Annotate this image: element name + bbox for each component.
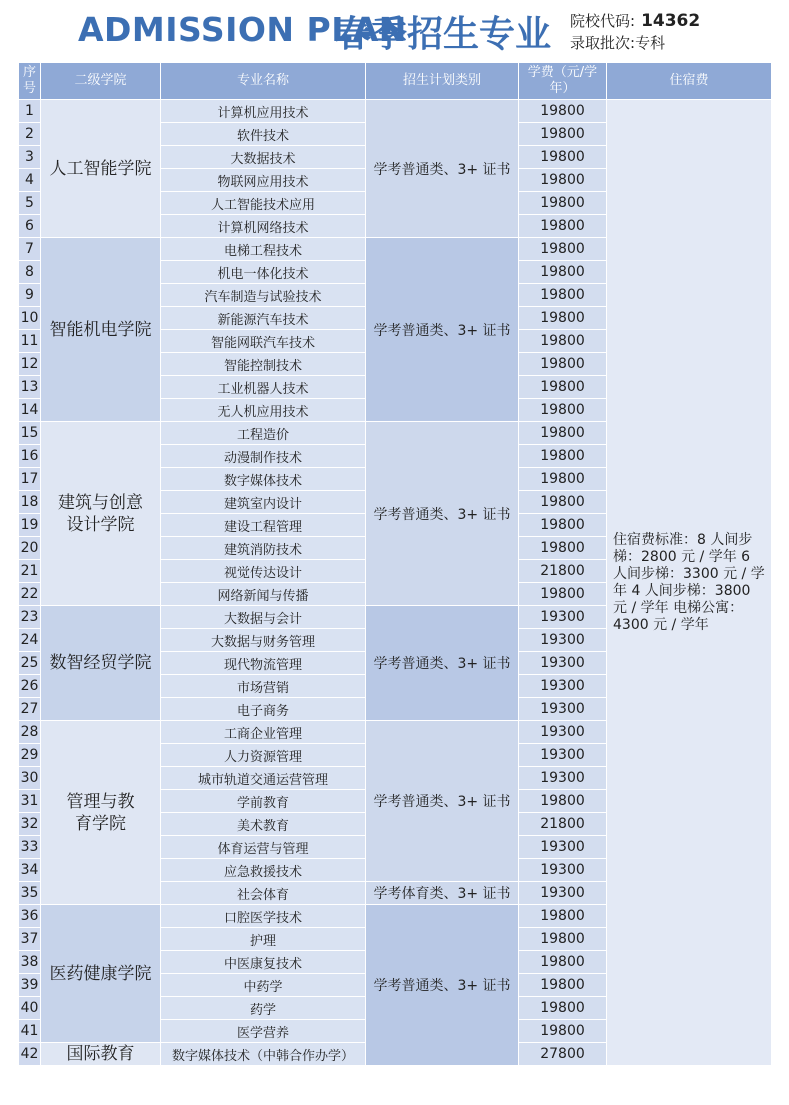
batch-value: 专科: [635, 34, 666, 52]
tuition-fee: 19800: [519, 261, 607, 284]
header-seq: 序号: [19, 63, 41, 100]
tuition-fee: 19800: [519, 192, 607, 215]
row-number: 9: [19, 284, 41, 307]
row-number: 24: [19, 629, 41, 652]
tuition-fee: 21800: [519, 560, 607, 583]
college-mechatronics: 智能机电学院: [41, 238, 161, 422]
major-name: 软件技术: [161, 123, 366, 146]
major-name: 智能网联汽车技术: [161, 330, 366, 353]
plan-type-medical: 学考普通类、3+ 证书: [366, 905, 519, 1066]
batch-row: [570, 32, 700, 54]
major-name: 应急救援技术: [161, 859, 366, 882]
tuition-fee: 19800: [519, 997, 607, 1020]
row-number: 36: [19, 905, 41, 928]
tuition-fee: 19800: [519, 399, 607, 422]
tuition-fee: 19300: [519, 675, 607, 698]
major-name: 智能控制技术: [161, 353, 366, 376]
row-number: 3: [19, 146, 41, 169]
major-name: 人工智能技术应用: [161, 192, 366, 215]
tuition-fee: 19800: [519, 100, 607, 123]
row-number: 42: [19, 1043, 41, 1066]
major-name: 动漫制作技术: [161, 445, 366, 468]
major-name: 体育运营与管理: [161, 836, 366, 859]
header-major: 专业名称: [161, 63, 366, 100]
plan-type-mechatronics: 学考普通类、3+ 证书: [366, 238, 519, 422]
major-name: 网络新闻与传播: [161, 583, 366, 606]
row-number: 19: [19, 514, 41, 537]
tuition-fee: 19800: [519, 468, 607, 491]
major-name: 社会体育: [161, 882, 366, 905]
college-international: 国际教育: [41, 1043, 161, 1066]
major-name: 建筑消防技术: [161, 537, 366, 560]
row-number: 41: [19, 1020, 41, 1043]
header-tuition: 学费（元/学年）: [519, 63, 607, 100]
header-college: 二级学院: [41, 63, 161, 100]
admission-table: [18, 62, 772, 1066]
row-number: 32: [19, 813, 41, 836]
row-number: 16: [19, 445, 41, 468]
major-name: 计算机网络技术: [161, 215, 366, 238]
school-meta: [570, 10, 700, 54]
tuition-fee: 19800: [519, 215, 607, 238]
major-name: 建筑室内设计: [161, 491, 366, 514]
major-name: 学前教育: [161, 790, 366, 813]
major-name: 中药学: [161, 974, 366, 997]
table-row: [19, 100, 772, 123]
tuition-fee: 19800: [519, 238, 607, 261]
tuition-fee: 19300: [519, 606, 607, 629]
tuition-fee: 19300: [519, 836, 607, 859]
table-header-row: [19, 63, 772, 100]
college-management-education: 管理与教育学院: [41, 721, 161, 905]
tuition-fee: 19800: [519, 1020, 607, 1043]
tuition-fee: 19300: [519, 652, 607, 675]
plan-type-management: 学考普通类、3+ 证书: [366, 721, 519, 882]
major-name: 无人机应用技术: [161, 399, 366, 422]
major-name: 电梯工程技术: [161, 238, 366, 261]
row-number: 39: [19, 974, 41, 997]
tuition-fee: 19300: [519, 859, 607, 882]
college-economics: 数智经贸学院: [41, 606, 161, 721]
tuition-fee: 19300: [519, 721, 607, 744]
tuition-fee: 21800: [519, 813, 607, 836]
row-number: 33: [19, 836, 41, 859]
row-number: 21: [19, 560, 41, 583]
major-name: 汽车制造与试验技术: [161, 284, 366, 307]
row-number: 28: [19, 721, 41, 744]
major-name: 建设工程管理: [161, 514, 366, 537]
plan-type-sports: 学考体育类、3+ 证书: [366, 882, 519, 905]
major-name: 大数据与财务管理: [161, 629, 366, 652]
college-architecture: 建筑与创意设计学院: [41, 422, 161, 606]
school-code-row: [570, 10, 700, 32]
tuition-fee: 27800: [519, 1043, 607, 1066]
row-number: 1: [19, 100, 41, 123]
major-name: 人力资源管理: [161, 744, 366, 767]
row-number: 14: [19, 399, 41, 422]
tuition-fee: 19800: [519, 514, 607, 537]
row-number: 29: [19, 744, 41, 767]
row-number: 8: [19, 261, 41, 284]
major-name: 新能源汽车技术: [161, 307, 366, 330]
row-number: 27: [19, 698, 41, 721]
header-plan-type: 招生计划类别: [366, 63, 519, 100]
major-name: 数字媒体技术: [161, 468, 366, 491]
major-name: 机电一体化技术: [161, 261, 366, 284]
row-number: 35: [19, 882, 41, 905]
row-number: 18: [19, 491, 41, 514]
school-code-label: 院校代码:: [570, 12, 636, 30]
major-name: 工商企业管理: [161, 721, 366, 744]
major-name: 数字媒体技术（中韩合作办学）: [161, 1043, 366, 1066]
tuition-fee: 19800: [519, 353, 607, 376]
major-name: 口腔医学技术: [161, 905, 366, 928]
page-header: [0, 0, 789, 62]
row-number: 11: [19, 330, 41, 353]
row-number: 20: [19, 537, 41, 560]
tuition-fee: 19800: [519, 123, 607, 146]
major-name: 计算机应用技术: [161, 100, 366, 123]
tuition-fee: 19800: [519, 169, 607, 192]
school-code: 14362: [641, 11, 701, 31]
college-ai: 人工智能学院: [41, 100, 161, 238]
tuition-fee: 19800: [519, 537, 607, 560]
row-number: 6: [19, 215, 41, 238]
row-number: 40: [19, 997, 41, 1020]
tuition-fee: 19800: [519, 974, 607, 997]
major-name: 护理: [161, 928, 366, 951]
major-name: 工程造价: [161, 422, 366, 445]
major-name: 医学营养: [161, 1020, 366, 1043]
tuition-fee: 19300: [519, 744, 607, 767]
major-name: 工业机器人技术: [161, 376, 366, 399]
major-name: 美术教育: [161, 813, 366, 836]
tuition-fee: 19300: [519, 698, 607, 721]
title-english: ADMISSION PLAN: [78, 10, 407, 49]
row-number: 2: [19, 123, 41, 146]
major-name: 物联网应用技术: [161, 169, 366, 192]
header-dorm: 住宿费: [607, 63, 772, 100]
plan-type-ai: 学考普通类、3+ 证书: [366, 100, 519, 238]
tuition-fee: 19800: [519, 445, 607, 468]
tuition-fee: 19300: [519, 767, 607, 790]
major-name: 大数据技术: [161, 146, 366, 169]
tuition-fee: 19800: [519, 583, 607, 606]
tuition-fee: 19800: [519, 376, 607, 399]
plan-type-architecture: 学考普通类、3+ 证书: [366, 422, 519, 606]
tuition-fee: 19800: [519, 330, 607, 353]
college-medical: 医药健康学院: [41, 905, 161, 1043]
row-number: 7: [19, 238, 41, 261]
batch-label: 录取批次:: [570, 34, 636, 52]
major-name: 城市轨道交通运营管理: [161, 767, 366, 790]
row-number: 25: [19, 652, 41, 675]
major-name: 药学: [161, 997, 366, 1020]
tuition-fee: 19800: [519, 491, 607, 514]
major-name: 电子商务: [161, 698, 366, 721]
tuition-fee: 19800: [519, 307, 607, 330]
tuition-fee: 19300: [519, 629, 607, 652]
row-number: 38: [19, 951, 41, 974]
row-number: 34: [19, 859, 41, 882]
dorm-fee-standard: 住宿费标准：8 人间步梯：2800 元 / 学年 6 人间步梯：3300 元 / 学年 4 人间步梯：3800 元 / 学年 电梯公寓：4300 元 / 学年: [607, 100, 772, 1066]
row-number: 12: [19, 353, 41, 376]
tuition-fee: 19800: [519, 284, 607, 307]
major-name: 现代物流管理: [161, 652, 366, 675]
tuition-fee: 19800: [519, 422, 607, 445]
major-name: 中医康复技术: [161, 951, 366, 974]
row-number: 30: [19, 767, 41, 790]
tuition-fee: 19800: [519, 951, 607, 974]
row-number: 23: [19, 606, 41, 629]
row-number: 4: [19, 169, 41, 192]
row-number: 31: [19, 790, 41, 813]
row-number: 5: [19, 192, 41, 215]
tuition-fee: 19800: [519, 790, 607, 813]
major-name: 视觉传达设计: [161, 560, 366, 583]
tuition-fee: 19800: [519, 905, 607, 928]
major-name: 市场营销: [161, 675, 366, 698]
tuition-fee: 19800: [519, 146, 607, 169]
row-number: 10: [19, 307, 41, 330]
tuition-fee: 19300: [519, 882, 607, 905]
row-number: 17: [19, 468, 41, 491]
row-number: 22: [19, 583, 41, 606]
row-number: 13: [19, 376, 41, 399]
row-number: 15: [19, 422, 41, 445]
row-number: 37: [19, 928, 41, 951]
plan-type-economics: 学考普通类、3+ 证书: [366, 606, 519, 721]
tuition-fee: 19800: [519, 928, 607, 951]
major-name: 大数据与会计: [161, 606, 366, 629]
title-chinese: 春季招生专业: [335, 14, 552, 55]
row-number: 26: [19, 675, 41, 698]
